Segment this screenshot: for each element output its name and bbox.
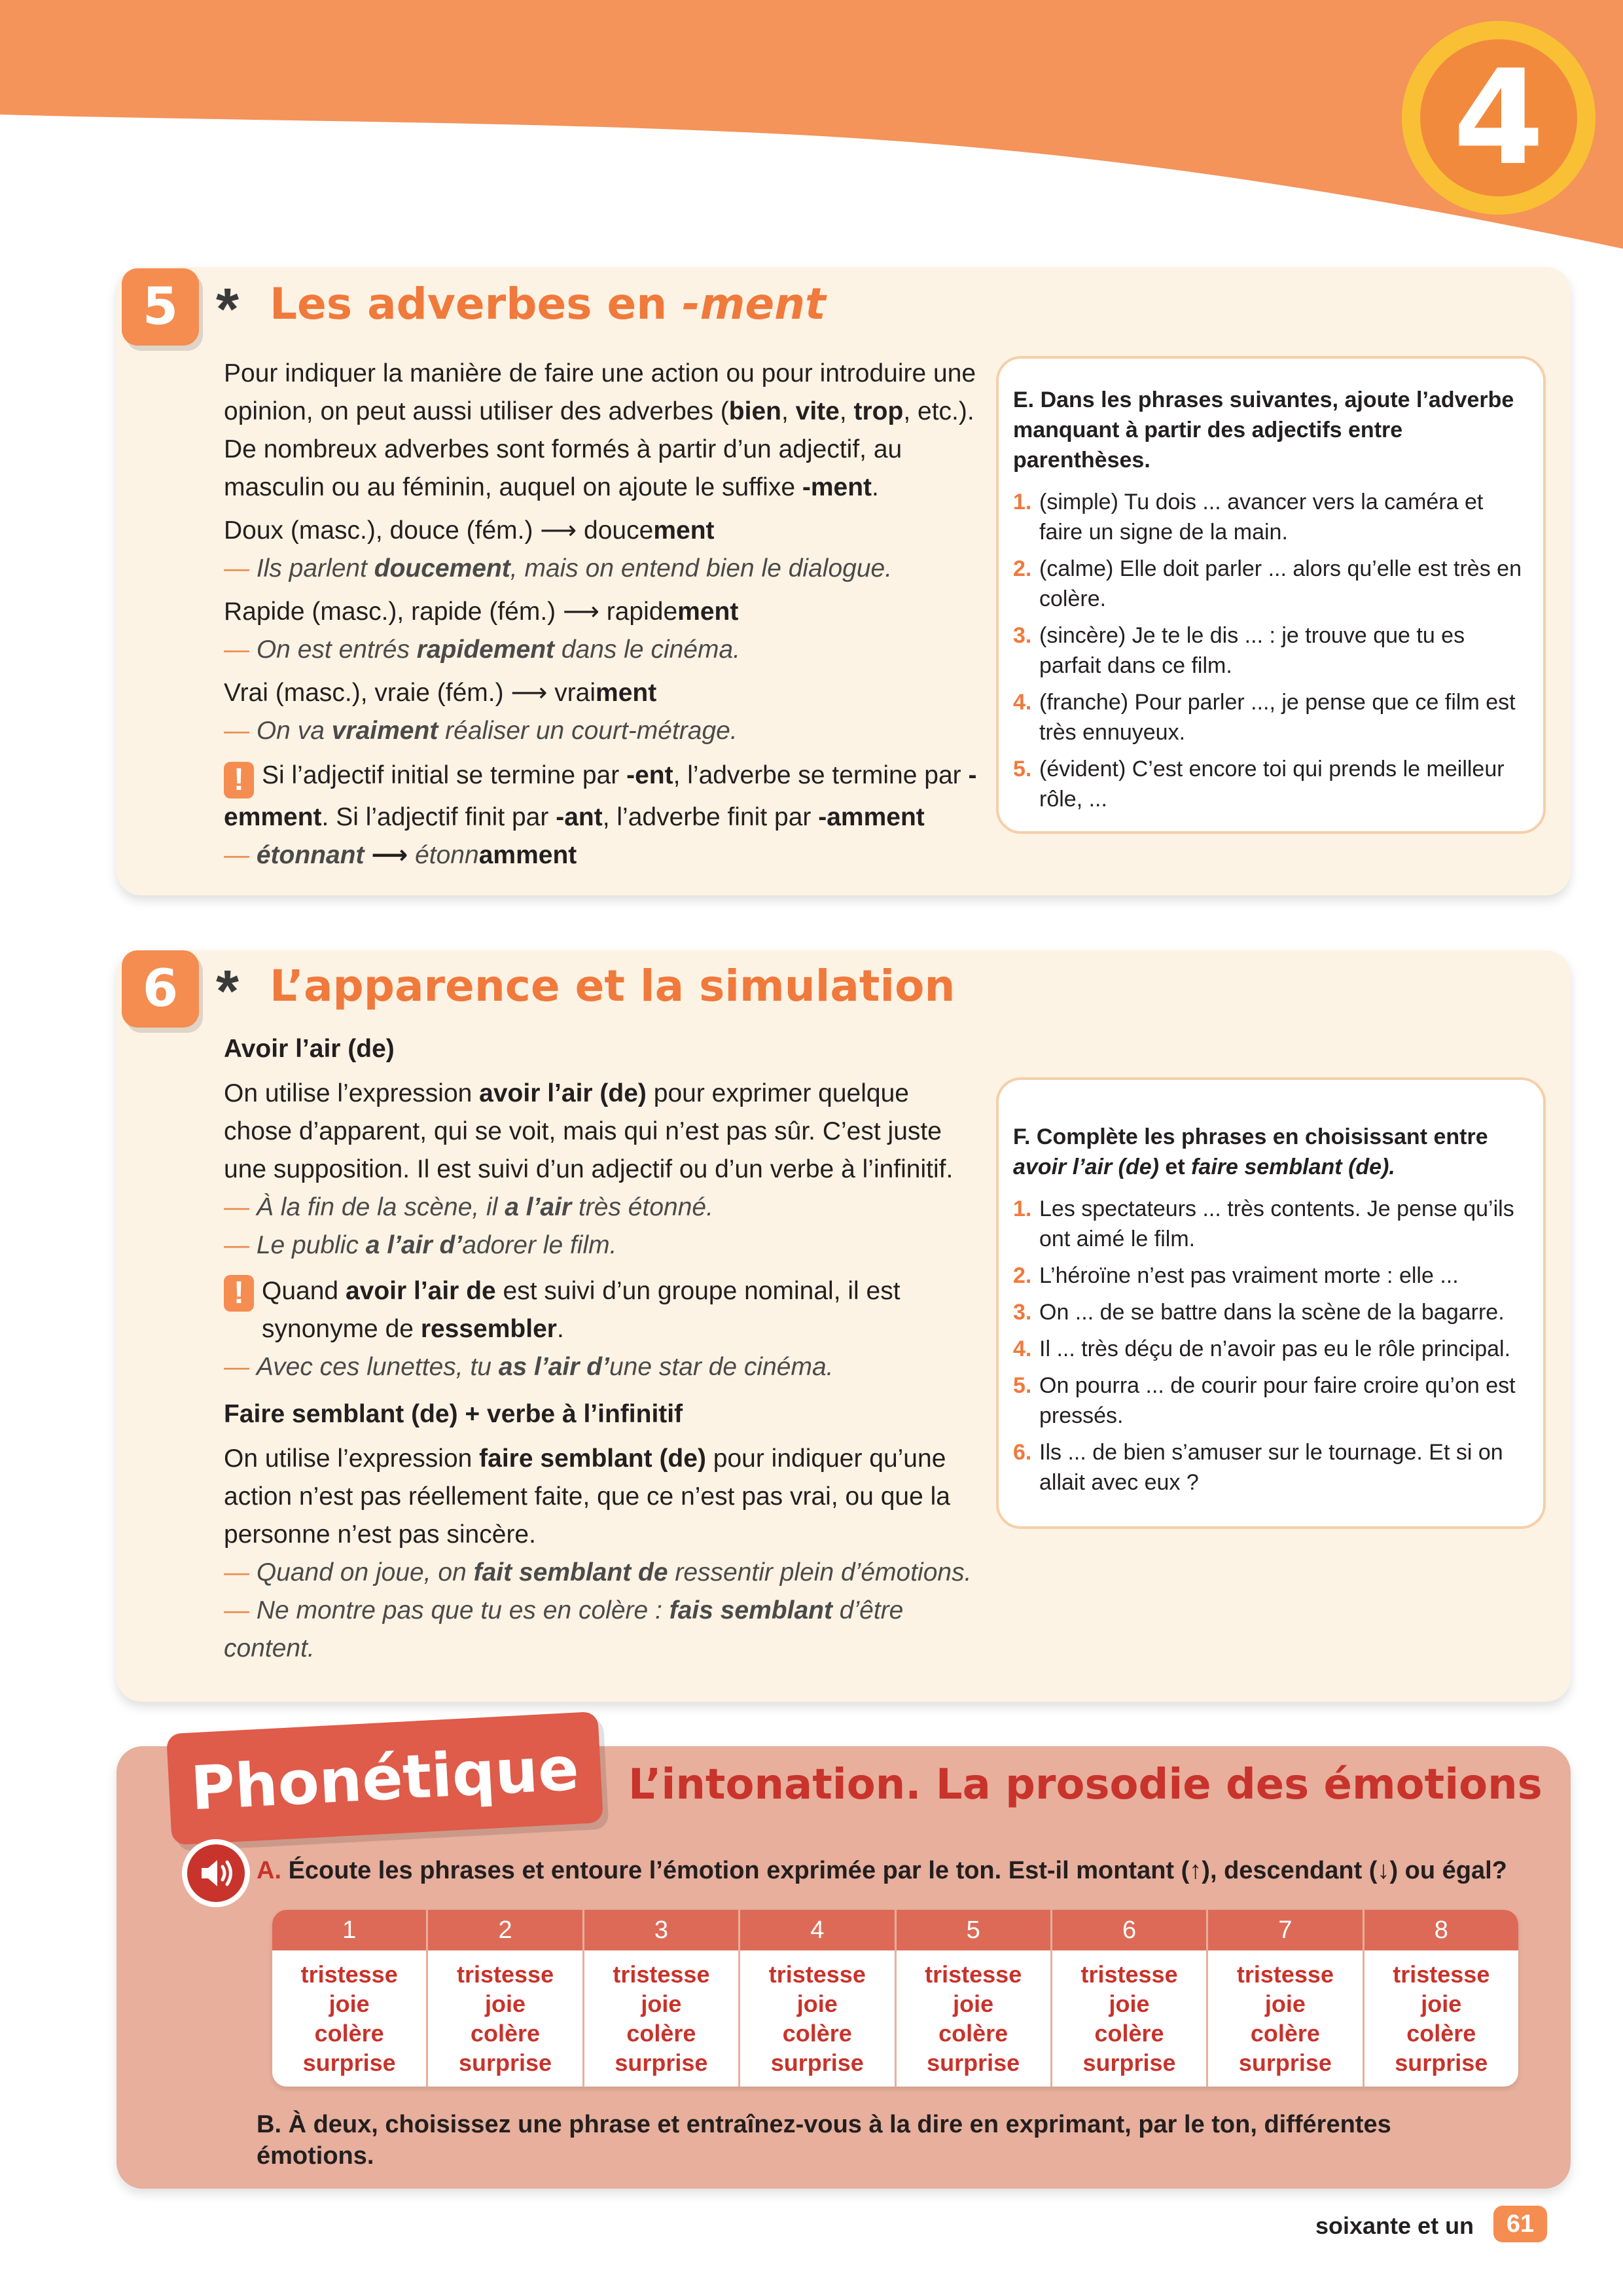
example-doux: — Ils parlent doucement, mais on entend bien le dialogue. (224, 554, 893, 583)
exercise-item: 1. Les spectateurs ... très contents. Je pense qu’ils ont aimé le film. (1013, 1196, 1514, 1251)
exercise-f-question: F. Complète les phrases en choisissant entre avoir l’air (de) et faire semblant (de). (1013, 1124, 1488, 1179)
star-icon: * (216, 959, 240, 1024)
option-tristesse[interactable]: tristesse (1080, 1961, 1178, 1988)
emotion-column (895, 1910, 1050, 2087)
section-6-explanation (224, 1030, 983, 1668)
header-band (0, 0, 1623, 275)
exercise-item: 3. (sincère) Je te le dis ... : je trouve que tu es parfait dans ce film. (1013, 623, 1465, 678)
option-surprise[interactable]: surprise (770, 2049, 864, 2076)
rule-vrai: Vrai (masc.), vraie (fém.) ⟶ vraiment (224, 679, 657, 707)
warning-icon: ! (224, 1275, 254, 1312)
example-2: — Le public a l’air d’adorer le film. (224, 1231, 617, 1259)
instruction-b: B. À deux, choisissez une phrase et entraînez-vous à la dire en exprimant, par le ton, différentes émotions. (257, 2111, 1391, 2170)
page-number-text: soixante et un (1315, 2212, 1474, 2239)
phonetique-title: L’intonation. La prosodie des émotions (628, 1761, 1543, 1809)
column-number: 6 (1052, 1910, 1206, 1950)
exercise-item: 4. Il ... très déçu de n’avoir pas eu le rôle principal. (1013, 1336, 1511, 1361)
speaker-icon[interactable] (187, 1844, 245, 1902)
emotion-column (426, 1910, 582, 2087)
column-number: 3 (584, 1910, 738, 1950)
star-icon: * (216, 277, 240, 342)
option-colere[interactable]: colère (1250, 2020, 1320, 2047)
paragraph-avoir-lair: On utilise l’expression avoir l’air (de) pour exprimer quelque chose d’apparent, qui se voit, mais qui n’est pas sûr. C’est juste une supposition. Il est suivi d’un adjectif ou d’un verbe à l’infinitif. (224, 1079, 954, 1183)
rule-doux: Doux (masc.), douce (fém.) ⟶ doucement (224, 516, 715, 545)
exercise-item: 2. L’héroïne n’est pas vraiment morte : elle ... (1013, 1263, 1459, 1288)
section-6-number: 6 (122, 950, 199, 1028)
exercise-item: 1. (simple) Tu dois ... avancer vers la caméra et faire un signe de la main. (1013, 490, 1484, 545)
exercise-item: 3. On ... de se battre dans la scène de la bagarre. (1013, 1300, 1505, 1325)
emotion-column (1050, 1910, 1206, 2087)
example-5: — Ne montre pas que tu es en colère : fais semblant d’être content. (224, 1596, 904, 1662)
subheading-faire-semblant: Faire semblant (de) + verbe à l’infinitif (224, 1400, 683, 1428)
example-1: — À la fin de la scène, il a l’air très étonné. (224, 1193, 713, 1221)
emotion-column (1206, 1910, 1362, 2087)
option-colere[interactable]: colère (782, 2020, 852, 2047)
emotion-column (1363, 1910, 1518, 2087)
option-colere[interactable]: colère (471, 2020, 541, 2047)
option-surprise[interactable]: surprise (459, 2049, 552, 2076)
column-number: 2 (428, 1910, 582, 1950)
exercise-f-box (996, 1077, 1546, 1529)
option-colere[interactable]: colère (1406, 2020, 1476, 2047)
option-joie[interactable]: joie (485, 1990, 526, 2017)
option-surprise[interactable]: surprise (1238, 2049, 1332, 2076)
option-joie[interactable]: joie (953, 1990, 994, 2017)
section-5-title: Les adverbes en -ment (270, 279, 826, 329)
page-number-badge: 61 (1493, 2206, 1547, 2242)
option-surprise[interactable]: surprise (1395, 2049, 1488, 2076)
warning-icon: ! (224, 762, 254, 798)
example-etonnant: — étonnant ⟶ étonnamment (224, 841, 577, 869)
option-colere[interactable]: colère (626, 2020, 696, 2047)
exercise-item: 5. (évident) C’est encore toi qui prends le meilleur rôle, ... (1013, 757, 1505, 812)
emotion-table (272, 1910, 1518, 2087)
emotion-column (738, 1910, 894, 2087)
option-surprise[interactable]: surprise (927, 2049, 1020, 2076)
option-tristesse[interactable]: tristesse (768, 1961, 866, 1988)
rule-rapide: Rapide (masc.), rapide (fém.) ⟶ rapidement (224, 598, 739, 626)
paragraph-faire-semblant: On utilise l’expression faire semblant (de) pour indiquer qu’une action n’est pas réellement faite, que ce n’est pas vrai, ou que la personne n’est pas sincère. (224, 1444, 950, 1549)
instruction-a: A. Écoute les phrases et entoure l’émotion exprimée par le ton. Est-il montant (↑), descendant (↓) ou égal? (257, 1857, 1507, 1884)
option-surprise[interactable]: surprise (615, 2049, 708, 2076)
section-5-number: 5 (122, 268, 199, 346)
option-surprise[interactable]: surprise (302, 2049, 396, 2076)
section-5-explanation (224, 355, 990, 874)
phonetique-badge: Phonétique (166, 1712, 603, 1845)
option-surprise[interactable]: surprise (1082, 2049, 1176, 2076)
option-joie[interactable]: joie (329, 1990, 370, 2017)
unit-number: 4 (1453, 41, 1544, 194)
option-joie[interactable]: joie (1109, 1990, 1150, 2017)
column-number: 5 (897, 1910, 1050, 1950)
option-colere[interactable]: colère (1094, 2020, 1164, 2047)
column-number: 7 (1208, 1910, 1362, 1950)
option-joie[interactable]: joie (1264, 1990, 1306, 2017)
option-colere[interactable]: colère (938, 2020, 1008, 2047)
example-4: — Quand on joue, on fait semblant de ressentir plein d’émotions. (224, 1558, 972, 1587)
warning-note: ! Si l’adjectif initial se termine par -ent, l’adverbe se termine par -emment. Si l’adjectif finit par -ant, l’adverbe finit par -amment (224, 761, 977, 831)
exercise-item: 5. On pourra ... de courir pour faire croire qu’on est pressés. (1013, 1373, 1516, 1428)
exercise-item: 6. Ils ... de bien s’amuser sur le tournage. Et si on allait avec eux ? (1013, 1440, 1503, 1495)
option-joie[interactable]: joie (1421, 1990, 1462, 2017)
exercise-item: 2. (calme) Elle doit parler ... alors qu’elle est très en colère. (1013, 556, 1522, 611)
option-colere[interactable]: colère (314, 2020, 384, 2047)
column-number: 1 (272, 1910, 426, 1950)
option-tristesse[interactable]: tristesse (457, 1961, 554, 1988)
subheading-avoir-lair: Avoir l’air (de) (224, 1035, 395, 1063)
exercise-item: 4. (franche) Pour parler ..., je pense que ce film est très ennuyeux. (1013, 690, 1516, 745)
exercise-e-question: E. Dans les phrases suivantes, ajoute l’adverbe manquant à partir des adjectifs entre parenthèses. (1013, 387, 1514, 473)
example-rapide: — On est entrés rapidement dans le cinéma. (224, 636, 741, 664)
option-tristesse[interactable]: tristesse (1393, 1961, 1490, 1988)
column-number: 4 (740, 1910, 894, 1950)
section-6-title: L’apparence et la simulation (270, 961, 955, 1011)
option-tristesse[interactable]: tristesse (1236, 1961, 1334, 1988)
column-number: 8 (1364, 1910, 1518, 1950)
warning-note: ! Quand avoir l’air de est suivi d’un groupe nominal, il est synonyme de ressembler. (224, 1272, 983, 1348)
intro-paragraph: Pour indiquer la manière de faire une action ou pour introduire une opinion, on peut aussi utiliser des adverbes (bien, vite, trop, etc.). De nombreux adverbes sont formés à partir d’un adjectif, au masculin ou au féminin, auquel on ajoute le suffixe -ment. (224, 359, 976, 501)
example-3: — Avec ces lunettes, tu as l’air d’une star de cinéma. (224, 1353, 834, 1381)
emotion-column (582, 1910, 738, 2087)
exercise-e-box (996, 356, 1546, 834)
option-tristesse[interactable]: tristesse (613, 1961, 710, 1988)
option-joie[interactable]: joie (641, 1990, 682, 2017)
option-joie[interactable]: joie (796, 1990, 838, 2017)
option-tristesse[interactable]: tristesse (300, 1961, 398, 1988)
emotion-column (272, 1910, 426, 2087)
example-vrai: — On va vraiment réaliser un court-métrage. (224, 717, 738, 745)
option-tristesse[interactable]: tristesse (925, 1961, 1022, 1988)
